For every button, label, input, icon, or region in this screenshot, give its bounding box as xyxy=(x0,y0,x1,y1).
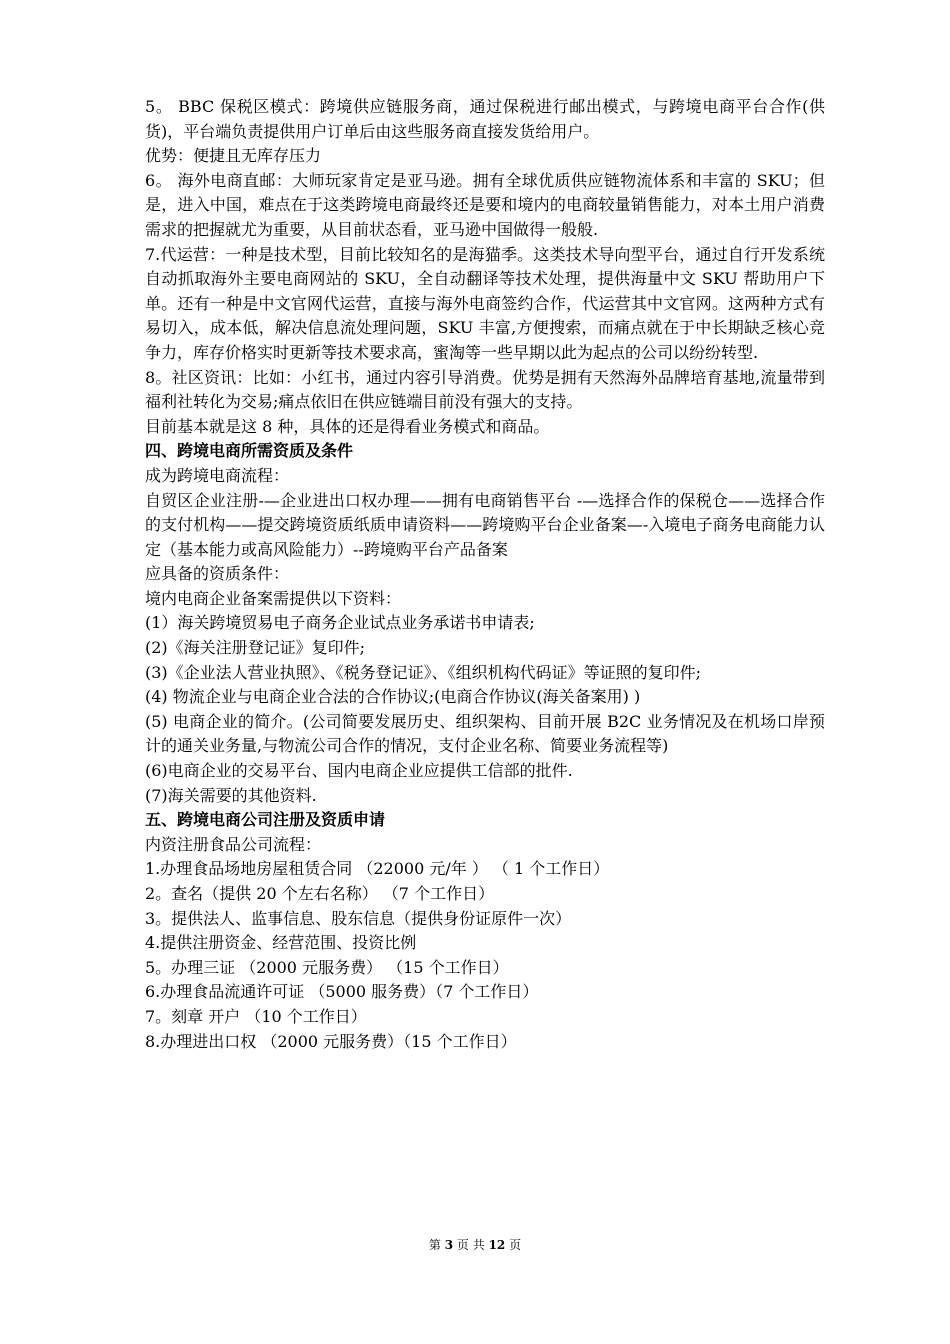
paragraph: 3。提供法人、监事信息、股东信息（提供身份证原件一次） xyxy=(145,908,572,928)
paragraph: 境内电商企业备案需提供以下资料： xyxy=(145,588,402,608)
paragraph: (6)电商企业的交易平台、国内电商企业应提供工信部的批件. xyxy=(145,761,573,781)
footer-total-pages: 12 xyxy=(488,1238,506,1252)
paragraph: 6。 海外电商直邮：大师玩家肯定是亚马逊。拥有全球优质供应链物流体系和丰富的 SKU；但是，进入中国，难点在于这类跨境电商最终还是要和境内的电商较量销售能力，对本土用户消费需求的把握就尤为重要，从目前状态看，亚马逊中国做得一般般. xyxy=(145,170,825,239)
page-footer xyxy=(0,1236,950,1253)
paragraph: (2)《海关注册登记证》复印件; xyxy=(145,638,366,658)
paragraph: 1.办理食品场地房屋租赁合同 （22000 元/年 ） （ 1 个工作日） xyxy=(145,859,610,879)
section-heading: 五、跨境电商公司注册及资质申请 xyxy=(145,810,386,830)
paragraph: 8。社区资讯：比如：小红书，通过内容引导消费。优势是拥有天然海外品牌培育基地,流量带到福利社转化为交易;痛点依旧在供应链端目前没有强大的支持。 xyxy=(145,367,825,412)
paragraph: 目前基本就是这 8 种，具体的还是得看业务模式和商品。 xyxy=(145,416,550,436)
paragraph: 6.办理食品流通许可证 （5000 服务费）（7 个工作日） xyxy=(145,982,539,1002)
paragraph: 内资注册食品公司流程： xyxy=(145,834,322,854)
footer-middle: 页 共 xyxy=(456,1238,485,1252)
footer-current-page: 3 xyxy=(444,1238,454,1252)
paragraph: 自贸区企业注册-—企业进出口权办理——拥有电商销售平台 -—选择合作的保税仓——选择合作的支付机构——提交跨境资质纸质申请资料——跨境购平台企业备案—-入境电子商务电商能力认定（基本能力或高风险能力）--跨境购平台产品备案 xyxy=(145,490,825,559)
section-heading: 四、跨境电商所需资质及条件 xyxy=(145,441,354,461)
paragraph: 5。 BBC 保税区模式：跨境供应链服务商，通过保税进行邮出模式，与跨境电商平台合作(供货)，平台端负责提供用户订单后由这些服务商直接发货给用户。 xyxy=(145,97,825,141)
paragraph: 7。刻章 开户 （10 个工作日） xyxy=(145,1006,367,1026)
paragraph: 4.提供注册资金、经营范围、投资比例 xyxy=(145,933,417,953)
footer-suffix: 页 xyxy=(509,1238,522,1252)
document-body xyxy=(145,95,825,1054)
paragraph: 应具备的资质条件： xyxy=(145,564,290,584)
paragraph: (1）海关跨境贸易电子商务企业试点业务承诺书申请表; xyxy=(145,613,535,633)
paragraph: (3)《企业法人营业执照》、《税务登记证》、《组织机构代码证》等证照的复印件; xyxy=(145,662,702,682)
paragraph: 8.办理进出口权 （2000 元服务费）（15 个工作日） xyxy=(145,1031,517,1051)
paragraph: (7)海关需要的其他资料. xyxy=(145,785,317,805)
paragraph: 7.代运营：一种是技术型，目前比较知名的是海猫季。这类技术导向型平台，通过自行开发系统自动抓取海外主要电商网站的 SKU，全自动翻译等技术处理，提供海量中文 SKU 帮助用户下单。还有一种是中文官网代运营，直接与海外电商签约合作，代运营其中文官网。这两种方式有易切入，成本低，解决信息流处理问题，SKU 丰富,方便搜索，而痛点就在于中长期缺乏核心竞争力，库存价格实时更新等技术要求高，蜜淘等一些早期以此为起点的公司以纷纷转型. xyxy=(145,244,825,362)
paragraph: 5。办理三证 （2000 元服务费） （15 个工作日） xyxy=(145,957,509,977)
paragraph: (5) 电商企业的简介。(公司简要发展历史、组织架构、目前开展 B2C 业务情况及在机场口岸预计的通关业务量,与物流公司合作的情况，支付企业名称、简要业务流程等) xyxy=(145,711,825,756)
footer-prefix: 第 xyxy=(428,1238,441,1252)
paragraph: 成为跨境电商流程： xyxy=(145,465,290,485)
paragraph: (4) 物流企业与电商企业合法的合作协议;(电商合作协议(海关备案用) ) xyxy=(145,687,641,707)
paragraph: 优势：便捷且无库存压力 xyxy=(145,146,322,166)
paragraph: 2。查名（提供 20 个左右名称） （7 个工作日） xyxy=(145,884,495,903)
